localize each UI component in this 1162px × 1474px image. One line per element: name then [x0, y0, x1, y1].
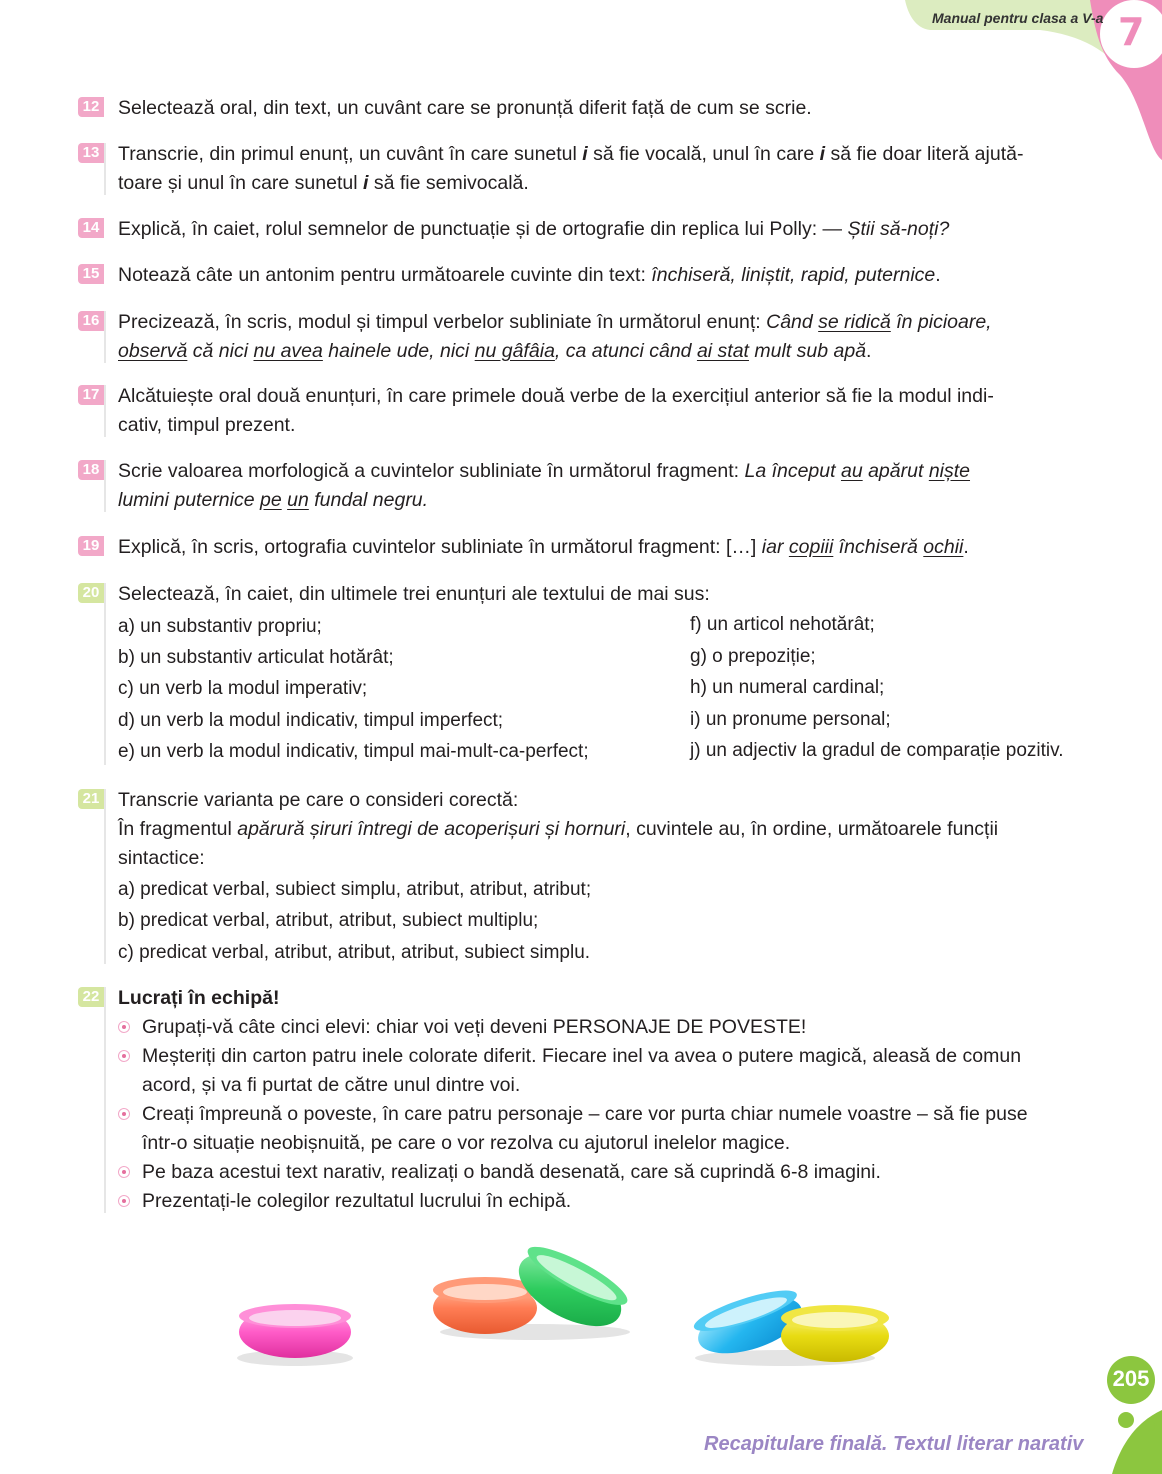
list-item: Meșteriți din carton patru inele colorate diferit. Fiecare inel va avea o putere magică, aleasă de comun acord, și va fi purtat de către unul dintre voi.: [118, 1042, 1088, 1100]
exercise-text: Precizează, în scris, modul și timpul verbelor subliniate în următorul enunț: Când se ridică în picioare, observă că nici nu avea hainele ude, nici nu gâfâia, ca atunci când ai stat mult sub apă.: [118, 311, 992, 362]
exercise-16: [78, 308, 1088, 366]
list-item: b) un substantiv articulat hotărât;: [118, 647, 394, 668]
list-item: Prezentați-le colegilor rezultatul lucrului în echipă.: [118, 1187, 1088, 1216]
exercise-19: [78, 533, 1088, 562]
page-number: 205: [1112, 1366, 1150, 1391]
list-item: Creați împreună o poveste, în care patru personaje – care vor purta chiar numele voastre – să fie puse într-o situație neobișnuită, pe care o vor rezolva cu ajutorul inelelor magice.: [118, 1100, 1088, 1158]
option-b: b) predicat verbal, atribut, atribut, subiect multiplu;: [118, 910, 539, 931]
exercise-number: 21: [78, 789, 104, 809]
list-item: h) un numeral cardinal;: [690, 677, 885, 698]
bullet-icon: [118, 1050, 130, 1062]
manual-label: Manual pentru clasa a V-a: [932, 10, 1104, 26]
exercise-number: 12: [78, 97, 104, 117]
exercise-number: 14: [78, 218, 104, 238]
exercise-text: Selectează oral, din text, un cuvânt care se pronunță diferit față de cum se scrie.: [118, 97, 812, 119]
bullet-icon: [118, 1021, 130, 1033]
exercise-text: Selectează, în caiet, din ultimele trei enunțuri ale textului de mai sus:: [118, 583, 710, 605]
section-title: Recapitulare finală. Textul literar narativ: [704, 1433, 1084, 1455]
exercise-text: Explică, în scris, ortografia cuvintelor subliniate în următorul fragment: […] iar copiii închiseră ochii.: [118, 536, 969, 558]
list-item: Pe baza acestui text narativ, realizați o bandă desenată, care să cuprindă 6-8 imagini.: [118, 1158, 1088, 1187]
bullet-icon: [118, 1166, 130, 1178]
exercise-number: 15: [78, 264, 104, 284]
exercise-number: 20: [78, 583, 104, 603]
exercise-12: [78, 94, 1088, 123]
exercise-text: Notează câte un antonim pentru următoarele cuvinte din text: închiseră, liniștit, rapid, puternice.: [118, 264, 941, 286]
chapter-number: 7: [1118, 10, 1145, 54]
exercise-text: Scrie valoarea morfologică a cuvintelor subliniate în următorul fragment: La început au apărut niște lumini puternice pe un fundal negru.: [118, 460, 971, 511]
answer-options: [118, 873, 1088, 968]
list-item: Grupați-vă câte cinci elevi: chiar voi veți deveni PERSONAJE DE POVESTE!: [118, 1013, 1088, 1042]
orange-ring-icon: [433, 1277, 537, 1334]
exercise-13: [78, 140, 1088, 198]
exercise-15: [78, 261, 1088, 290]
exercise-number: 22: [78, 987, 104, 1007]
exercise-number: 13: [78, 143, 104, 163]
list-item: j) un adjectiv la gradul de comparație pozitiv.: [690, 740, 1064, 761]
list-item: i) un pronume personal;: [690, 709, 891, 730]
exercise-14: [78, 215, 1088, 244]
team-title: Lucrați în echipă!: [118, 987, 280, 1009]
list-item: f) un articol nehotărât;: [690, 614, 875, 635]
exercise-18: [78, 457, 1088, 515]
exercise-number: 16: [78, 311, 104, 331]
exercise-text: Alcătuiește oral două enunțuri, în care primele două verbe de la exercițiul anterior să fie la modul indi- cativ, timpul prezent.: [118, 385, 994, 436]
exercise-text: Transcrie, din primul enunț, un cuvânt în care sunetul i să fie vocală, unul în care i să fie doar literă ajută- toare și unul în care sunetul i să fie semivocală.: [118, 143, 1024, 194]
option-c: c) predicat verbal, atribut, atribut, atribut, subiect simplu.: [118, 942, 591, 963]
exercise-text: Explică, în caiet, rolul semnelor de punctuație și de ortografie din replica lui Polly: — Știi să-noți?: [118, 218, 950, 240]
exercise-number: 18: [78, 460, 104, 480]
bullet-icon: [118, 1195, 130, 1207]
bullet-icon: [118, 1108, 130, 1120]
exercise-number: 17: [78, 385, 104, 405]
option-a: a) predicat verbal, subiect simplu, atribut, atribut, atribut;: [118, 879, 592, 900]
list-item: e) un verb la modul indicativ, timpul mai-mult-ca-perfect;: [118, 741, 589, 762]
footer-decoration: [0, 1340, 1162, 1474]
exercise-20: [78, 580, 1088, 769]
exercise-22: [78, 984, 1088, 1216]
exercise-number: 19: [78, 536, 104, 556]
list-item: g) o prepoziție;: [690, 646, 816, 667]
list-item: c) un verb la modul imperativ;: [118, 678, 368, 699]
list-item: d) un verb la modul indicativ, timpul imperfect;: [118, 710, 504, 731]
answer-list: [118, 609, 1088, 769]
exercise-text: Transcrie varianta pe care o consideri corectă: În fragmentul apărură șiruri întregi de acoperișuri și hornuri, cuvintele au, în ordine, următoarele funcții sintactice:: [118, 789, 999, 869]
exercise-21: [78, 786, 1088, 968]
exercise-17: [78, 382, 1088, 440]
list-item: a) un substantiv propriu;: [118, 616, 322, 637]
team-tasks: [118, 1013, 1088, 1216]
